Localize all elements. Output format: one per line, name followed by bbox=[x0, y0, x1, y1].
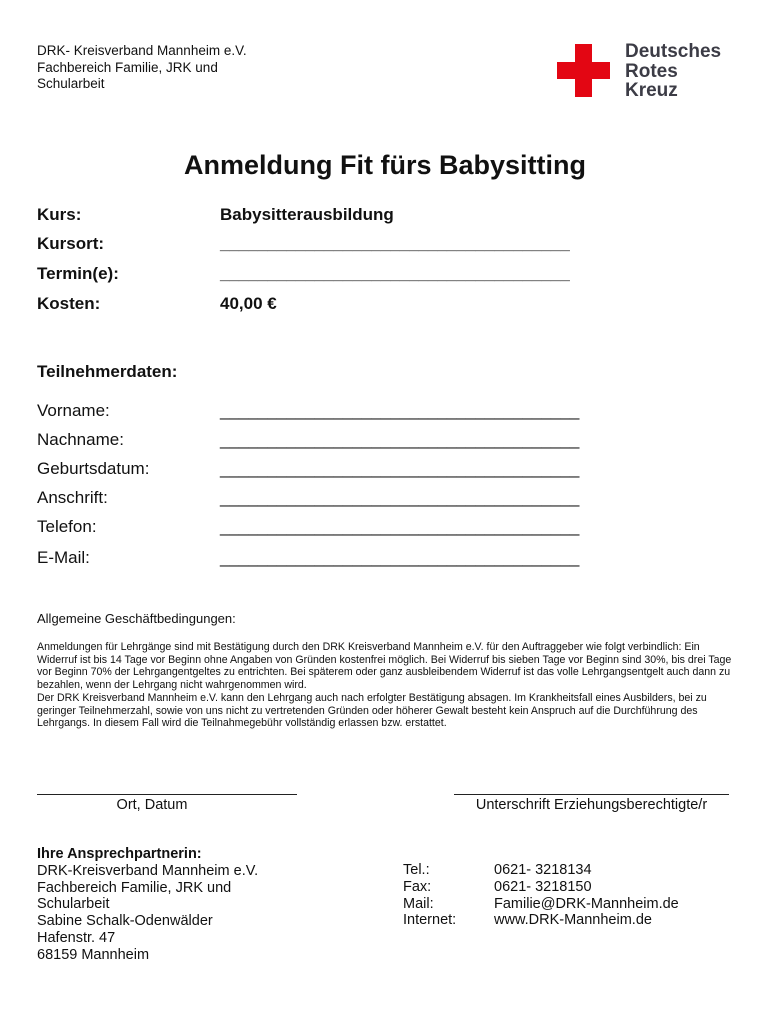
terms-paragraph: Anmeldungen für Lehrgänge sind mit Bestätigung durch den DRK Kreisverband Mannheim e.V. für den Auftraggeber wie folgt verbindlich: Ein Widerruf ist bis 14 Tage vor Beginn ohne Angaben von Gründen kostenfrei möglich. Bei Widerruf bis sieben Tage vor Beginn sind 30%, bis drei Tage vor Beginn 70% der Lehrgangentgeltes zu entrichten. Bei späterem oder ganz ausbleibendem Widerruf ist das volle Lehrgangsentgelt auch dann zu bezahlen, wenn der Lehrgang nicht wahrgenommen wird. bbox=[37, 641, 732, 692]
mail-link[interactable]: Familie@DRK-Mannheim.de bbox=[494, 895, 679, 912]
cost-row bbox=[37, 294, 277, 314]
cost-label: Kosten: bbox=[37, 294, 101, 313]
contact-phone-row bbox=[403, 862, 679, 879]
mail-detail-label: Mail: bbox=[403, 895, 434, 912]
course-label: Kurs: bbox=[37, 205, 82, 224]
terms-paragraph: Der DRK Kreisverband Mannheim e.V. kann den Lehrgang auch nach erfolgter Bestätigung absagen. Im Krankheitsfall eines Ausbilders, bei zu geringer Teilnehmerzahl, sowie von uns nicht zu vertretenden Gründen oder höherer Gewalt besteht kein Anspruch auf die Durchführung des Lehrgangs. In diesem Fall wird die Teilnahmegebühr vollständig erlassen bzw. erstattet. bbox=[37, 691, 707, 730]
cost-value: 40,00 € bbox=[220, 294, 277, 313]
contact-heading: Ihre Ansprechpartnerin: bbox=[37, 846, 202, 862]
terms-title: Allgemeine Geschäftbedingungen: bbox=[37, 611, 236, 626]
contact-line: Fachbereich Familie, JRK und bbox=[37, 879, 232, 896]
place-date-line[interactable] bbox=[37, 794, 297, 795]
location-row bbox=[37, 234, 570, 254]
birthdate-row bbox=[37, 459, 579, 479]
first-name-row bbox=[37, 401, 579, 421]
address-row bbox=[37, 488, 579, 508]
org-line: Fachbereich Familie, JRK und bbox=[37, 59, 218, 75]
fax-number: 0621- 3218150 bbox=[494, 878, 592, 895]
logo-wordmark: Deutsches Rotes Kreuz bbox=[625, 41, 722, 101]
email-field[interactable]: ______________________________________ bbox=[220, 548, 580, 567]
dates-field[interactable]: _____________________________________ bbox=[220, 264, 570, 283]
contact-web-row bbox=[403, 912, 679, 929]
phone-row bbox=[37, 517, 579, 537]
location-label: Kursort: bbox=[37, 234, 105, 253]
place-date-label: Ort, Datum bbox=[116, 797, 188, 813]
last-name-field[interactable]: ______________________________________ bbox=[220, 430, 580, 449]
phone-label: Telefon: bbox=[37, 517, 97, 536]
birthdate-label: Geburtsdatum: bbox=[37, 459, 150, 478]
org-line: DRK- Kreisverband Mannheim e.V. bbox=[37, 43, 247, 58]
fax-detail-label: Fax: bbox=[403, 878, 432, 895]
contact-line: Schularbeit bbox=[37, 896, 110, 913]
web-detail-label: Internet: bbox=[403, 912, 457, 929]
course-value: Babysitterausbildung bbox=[220, 205, 394, 224]
phone-field[interactable]: ______________________________________ bbox=[220, 517, 580, 536]
last-name-label: Nachname: bbox=[37, 430, 124, 449]
contact-line: Sabine Schalk-Odenwälder bbox=[37, 913, 213, 930]
phone-number: 0621- 3218134 bbox=[494, 862, 592, 878]
email-row bbox=[37, 548, 579, 568]
terms-text bbox=[37, 641, 737, 730]
contact-line: DRK-Kreisverband Mannheim e.V. bbox=[37, 862, 259, 879]
last-name-row bbox=[37, 430, 579, 450]
website-link[interactable]: www.DRK-Mannheim.de bbox=[494, 912, 652, 929]
org-address bbox=[37, 43, 247, 93]
location-field[interactable]: _____________________________________ bbox=[220, 234, 570, 253]
dates-row bbox=[37, 264, 570, 284]
address-label: Anschrift: bbox=[37, 488, 108, 507]
contact-mail-row bbox=[403, 896, 679, 913]
address-field[interactable]: ______________________________________ bbox=[220, 488, 580, 507]
birthdate-field[interactable]: ______________________________________ bbox=[220, 459, 580, 478]
first-name-field[interactable]: ______________________________________ bbox=[220, 401, 580, 420]
contact-line: 68159 Mannheim bbox=[37, 946, 150, 963]
course-row bbox=[37, 205, 394, 225]
email-label: E-Mail: bbox=[37, 548, 90, 567]
participant-section-title: Teilnehmerdaten: bbox=[37, 362, 178, 381]
first-name-label: Vorname: bbox=[37, 401, 110, 420]
contact-fax-row bbox=[403, 879, 679, 896]
page-title: Anmeldung Fit fürs Babysitting bbox=[184, 150, 586, 180]
contact-block bbox=[37, 846, 258, 964]
contact-line: Hafenstr. 47 bbox=[37, 929, 116, 946]
phone-detail-label: Tel.: bbox=[403, 862, 430, 878]
signature-line[interactable] bbox=[454, 794, 729, 795]
org-line: Schularbeit bbox=[37, 76, 105, 91]
contact-details bbox=[403, 862, 679, 929]
red-cross-icon bbox=[557, 44, 610, 97]
signature-label: Unterschrift Erziehungsberechtigte/r bbox=[475, 797, 708, 813]
dates-label: Termin(e): bbox=[37, 264, 119, 283]
